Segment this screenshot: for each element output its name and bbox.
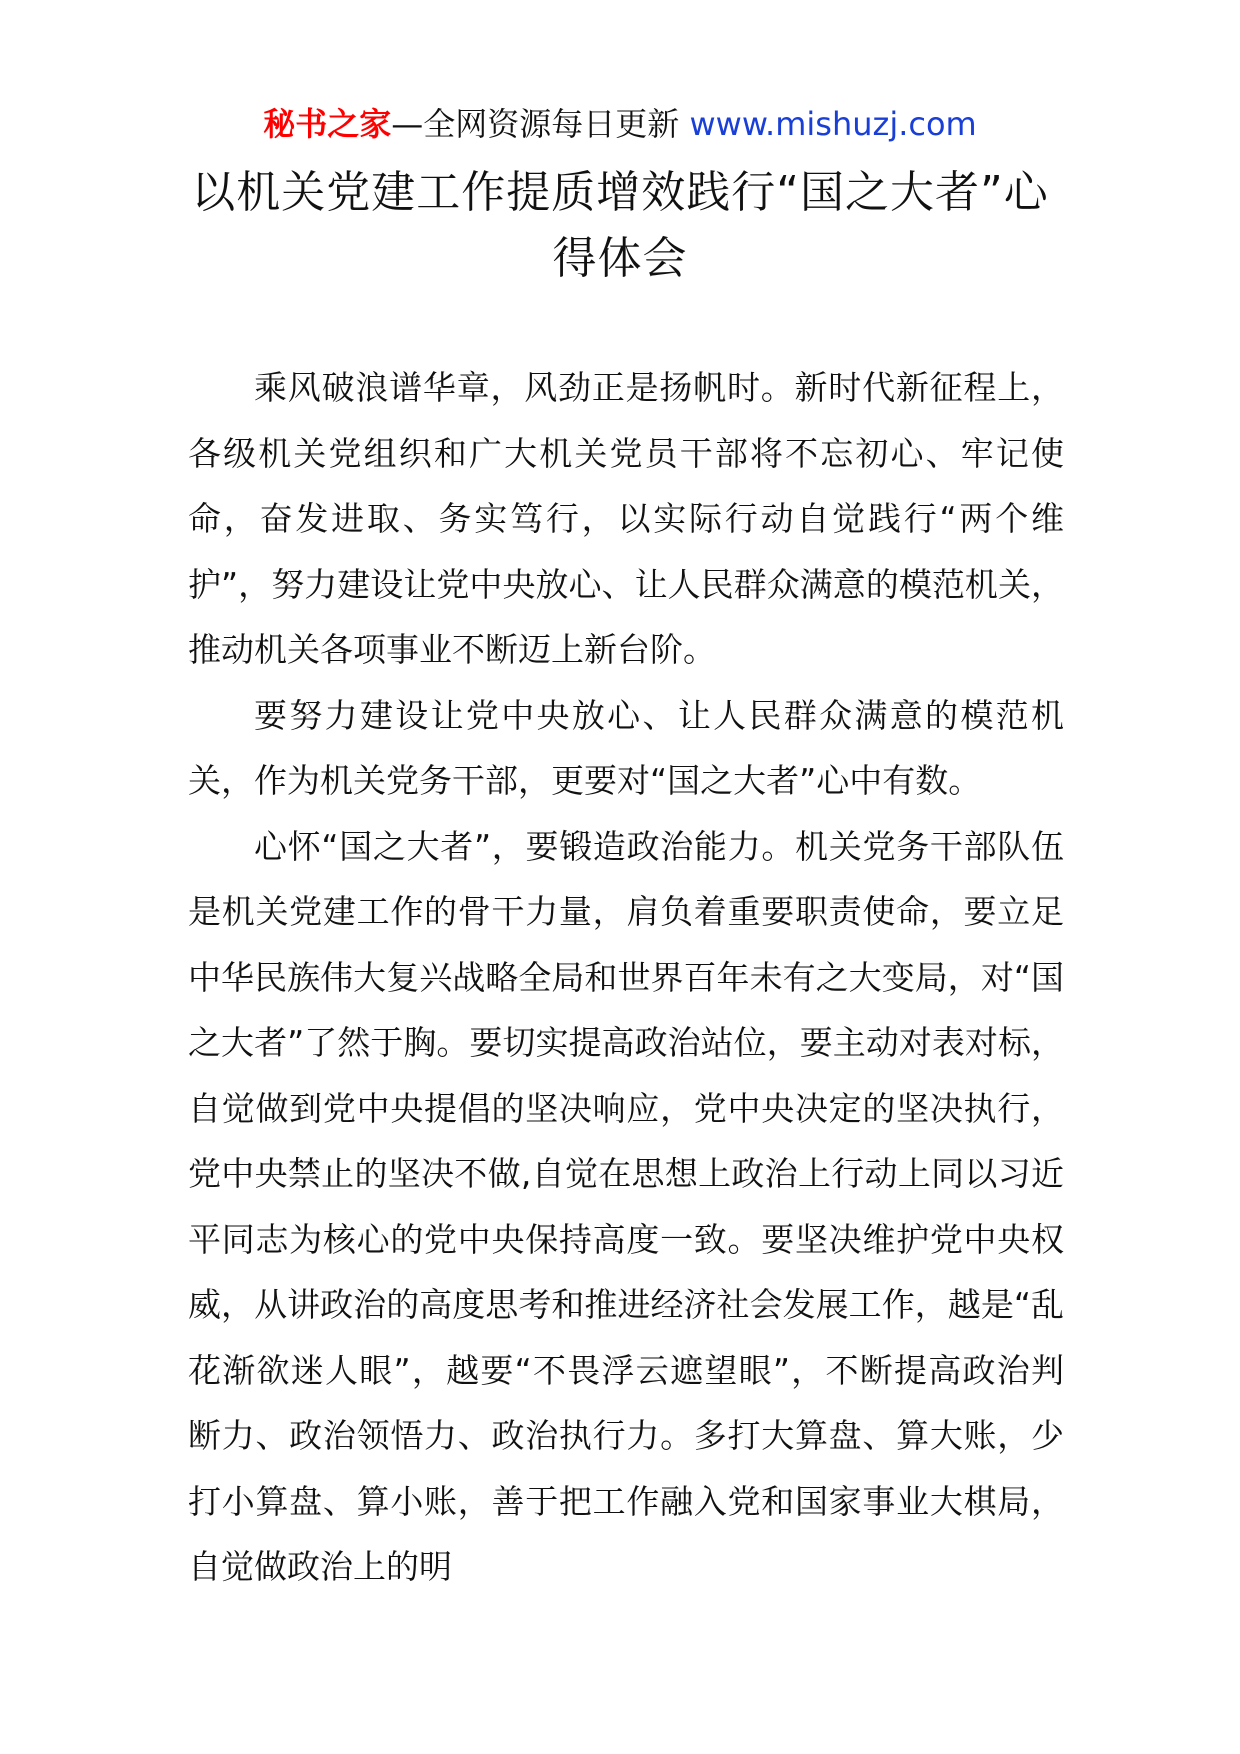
paragraph-3: 心怀“国之大者”，要锻造政治能力。机关党务干部队伍是机关党建工作的骨干力量，肩负着重要职责使命，要立足中华民族伟大复兴战略全局和世界百年未有之大变局，对“国之大者”了然于胸。要切实提高政治站位，要主动对表对标，自觉做到党中央提倡的坚决响应，党中央决定的坚决执行，党中央禁止的坚决不做,自觉在思想上政治上行动上同以习近平同志为核心的党中央保持高度一致。要坚决维护党中央权威，从讲政治的高度思考和推进经济社会发展工作，越是“乱花渐欲迷人眼”，越要“不畏浮云遮望眼”，不断提高政治判断力、政治领悟力、政治执行力。多打大算盘、算大账，少打小算盘、算小账，善于把工作融入党和国家事业大棋局，自觉做政治上的明 bbox=[188, 826, 1064, 1586]
brand-name: 秘书之家 bbox=[263, 105, 392, 143]
document-title: 以机关党建工作提质增效践行“国之大者”心得体会 bbox=[191, 167, 1049, 284]
site-banner bbox=[0, 102, 1240, 146]
site-url-link[interactable]: www.mishuzj.com bbox=[689, 105, 977, 143]
paragraph-2: 要努力建设让党中央放心、让人民群众满意的模范机关，作为机关党务干部，更要对“国之大者”心中有数。 bbox=[188, 695, 1064, 800]
paragraph-1: 乘风破浪谱华章，风劲正是扬帆时。新时代新征程上，各级机关党组织和广大机关党员干部将不忘初心、牢记使命，奋发进取、务实笃行，以实际行动自觉践行“两个维护”，努力建设让党中央放心、让人民群众满意的模范机关，推动机关各项事业不断迈上新台阶。 bbox=[188, 368, 1064, 669]
banner-tagline: —全网资源每日更新 bbox=[391, 105, 690, 143]
document-body bbox=[188, 355, 1064, 1600]
